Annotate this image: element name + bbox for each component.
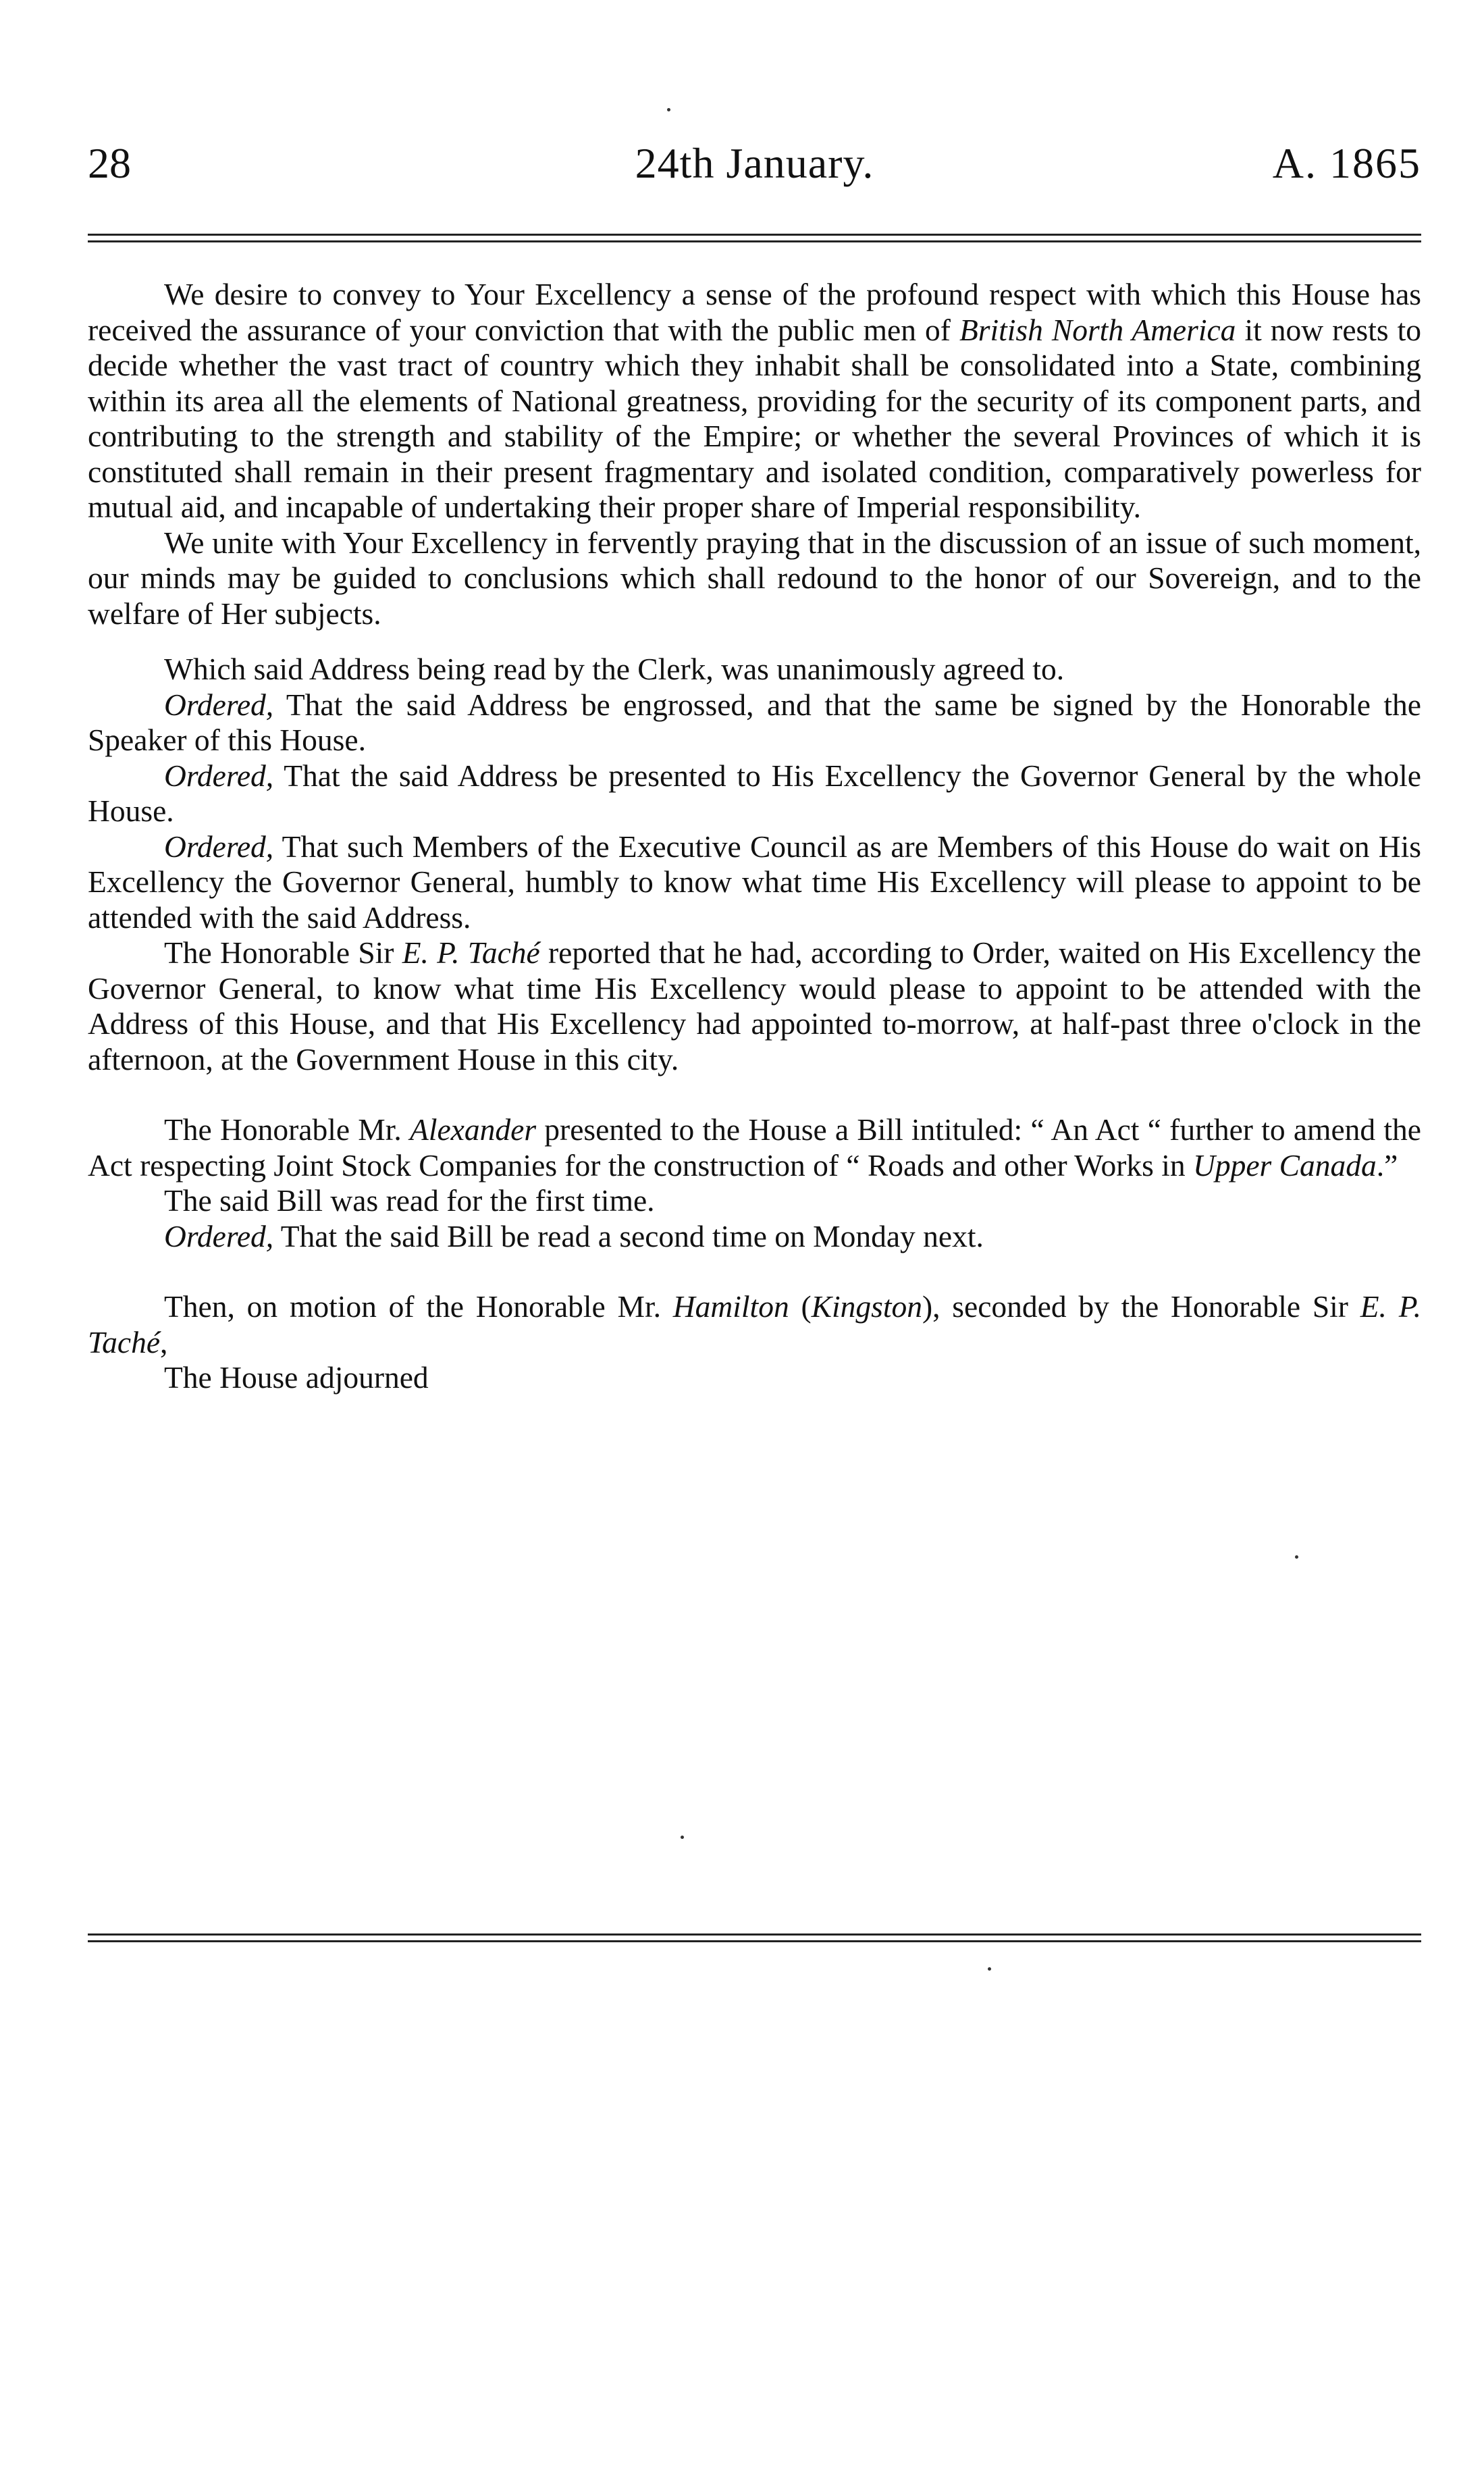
house-adjourned: The House adjourned <box>164 1360 429 1395</box>
ink-speck <box>667 108 670 111</box>
header-year: A. 1865 <box>1272 139 1421 187</box>
page-number: 28 <box>88 139 131 187</box>
bottom-rule-inner <box>88 1940 1421 1942</box>
address-paragraph-2: We unite with Your Excellency in fervently praying that in the discussion of an issue of such moment, our minds may be guided to conclusions which shall redound to the honor of our Sovereign, and to the welfare of Her subjects. <box>88 525 1421 631</box>
address-agreed: Which said Address being read by the Clerk, was unanimously agreed to. <box>164 652 1065 686</box>
ink-speck <box>681 1836 684 1839</box>
ink-speck <box>1295 1555 1298 1559</box>
top-rule-inner <box>88 240 1421 242</box>
bottom-rule <box>88 1933 1421 1936</box>
header-date: 24th January. <box>635 139 874 187</box>
top-rule <box>88 234 1421 236</box>
bill-second-reading: Ordered, That the said Bill be read a second time on Monday next. <box>164 1218 984 1253</box>
ink-speck <box>988 1967 991 1971</box>
tache-report: The Honorable Sir E. P. Taché reported that he had, according to Order, waited on His Excellency the Governor General, to know what time His Excellency would please to appoint to be attended with the Address of this House, and that His Excellency had appointed to-morrow, at half-past three o'clock in the afternoon, at the Government House in this city. <box>88 935 1421 1076</box>
adjournment-motion: Then, on motion of the Honorable Mr. Hamilton (Kingston), seconded by the Honorable Sir E. P. Taché, <box>88 1289 1422 1359</box>
bill-first-reading: The said Bill was read for the first time. <box>164 1183 655 1218</box>
bill-introduced: The Honorable Mr. Alexander presented to the House a Bill intituled: “ An Act “ further to amend the Act respecting Joint Stock Companies for the construction of “ Roads and other Works in Upper Canada.” <box>88 1112 1421 1183</box>
ordered-presented: Ordered, That the said Address be presented to His Excellency the Governor General by the whole House. <box>88 758 1421 828</box>
ordered-wait: Ordered, That such Members of the Executive Council as are Members of this House do wait on His Excellency the Governor General, humbly to know what time His Excellency will please to appoint to be attended with the said Address. <box>88 829 1421 935</box>
body-text <box>88 277 1421 1396</box>
address-paragraph-1: We desire to convey to Your Excellency a sense of the profound respect with which this House has received the assurance of your conviction that with the public men of British North America it now rests to decide whether the vast tract of country which they inhabit shall be consolidated into a State, combining within its area all the elements of National greatness, providing for the security of its component parts, and contributing to the strength and stability of the Empire; or whether the several Provinces of which it is constituted shall remain in their present fragmentary and isolated condition, comparatively powerless for mutual aid, and incapable of undertaking their proper share of Imperial responsibility. <box>88 277 1421 524</box>
ordered-engrossed: Ordered, That the said Address be engrossed, and that the same be signed by the Honorable the Speaker of this House. <box>88 687 1421 757</box>
page-header <box>88 138 1421 199</box>
